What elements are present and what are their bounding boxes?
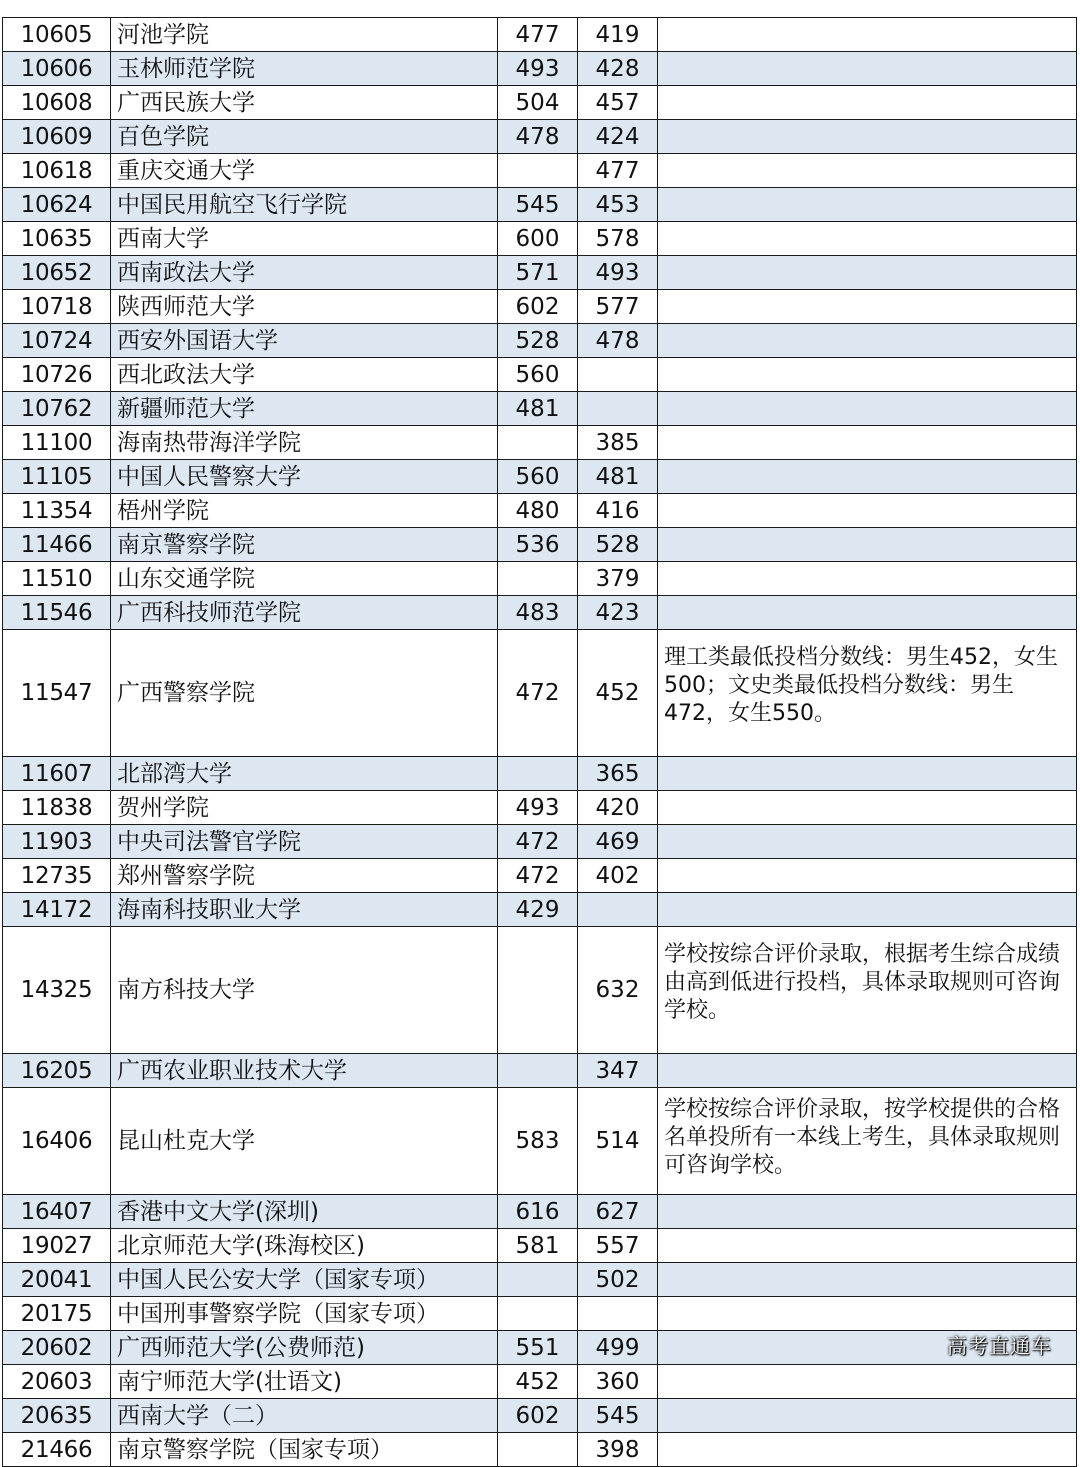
school-name-cell: 中国人民警察大学: [111, 460, 498, 494]
table-row: [3, 1331, 1077, 1365]
note-cell: [658, 290, 1077, 324]
code-cell: 21466: [3, 1433, 111, 1467]
school-name-cell: 南宁师范大学(壮语文): [111, 1365, 498, 1399]
score-cell-second: [578, 358, 658, 392]
table-row: [3, 1399, 1077, 1433]
score-cell-first: 480: [498, 494, 578, 528]
table-row: [3, 256, 1077, 290]
note-cell: [658, 1433, 1077, 1467]
note-cell: [658, 528, 1077, 562]
note-cell: [658, 893, 1077, 927]
code-cell: 16407: [3, 1195, 111, 1229]
table-row: [3, 1297, 1077, 1331]
code-cell: 16205: [3, 1054, 111, 1088]
code-cell: 10605: [3, 18, 111, 52]
note-cell: [658, 86, 1077, 120]
code-cell: 11903: [3, 825, 111, 859]
table-row: [3, 1433, 1077, 1467]
school-name-cell: 西南大学: [111, 222, 498, 256]
score-cell-first: [498, 1297, 578, 1331]
score-cell-first: 452: [498, 1365, 578, 1399]
table-row: [3, 120, 1077, 154]
score-cell-second: 379: [578, 562, 658, 596]
watermark-text: 高考直通车: [947, 1334, 1052, 1358]
score-cell-second: 469: [578, 825, 658, 859]
score-cell-first: 493: [498, 791, 578, 825]
table-row: [3, 1054, 1077, 1088]
table-row: [3, 52, 1077, 86]
note-cell: [658, 358, 1077, 392]
score-cell-first: 477: [498, 18, 578, 52]
code-cell: 20603: [3, 1365, 111, 1399]
table-row: [3, 290, 1077, 324]
note-cell: [658, 596, 1077, 630]
note-cell: [658, 426, 1077, 460]
school-name-cell: 南京警察学院（国家专项）: [111, 1433, 498, 1467]
school-name-cell: 百色学院: [111, 120, 498, 154]
score-cell-first: 602: [498, 1399, 578, 1433]
score-cell-second: 528: [578, 528, 658, 562]
school-name-cell: 中央司法警官学院: [111, 825, 498, 859]
score-cell-first: 616: [498, 1195, 578, 1229]
note-cell: [658, 1263, 1077, 1297]
code-cell: 11100: [3, 426, 111, 460]
table-row: [3, 324, 1077, 358]
table-row: [3, 859, 1077, 893]
score-cell-second: 424: [578, 120, 658, 154]
table-row: [3, 494, 1077, 528]
code-cell: 11546: [3, 596, 111, 630]
score-cell-second: 457: [578, 86, 658, 120]
score-cell-first: [498, 1433, 578, 1467]
table-row: [3, 562, 1077, 596]
note-cell: 学校按综合评价录取，按学校提供的合格名单投所有一本线上考生，具体录取规则可咨询学校。: [658, 1088, 1077, 1195]
code-cell: 10726: [3, 358, 111, 392]
score-cell-first: 560: [498, 358, 578, 392]
code-cell: 10652: [3, 256, 111, 290]
table-row: [3, 528, 1077, 562]
score-cell-second: 632: [578, 927, 658, 1054]
score-cell-first: 560: [498, 460, 578, 494]
code-cell: 11838: [3, 791, 111, 825]
note-cell: [658, 1365, 1077, 1399]
score-cell-first: 583: [498, 1088, 578, 1195]
school-name-cell: 中国民用航空飞行学院: [111, 188, 498, 222]
code-cell: 14325: [3, 927, 111, 1054]
school-name-cell: 中国人民公安大学（国家专项）: [111, 1263, 498, 1297]
note-cell: [658, 1054, 1077, 1088]
table-row: [3, 188, 1077, 222]
score-cell-first: 581: [498, 1229, 578, 1263]
note-cell: [658, 52, 1077, 86]
score-cell-first: 429: [498, 893, 578, 927]
code-cell: 10724: [3, 324, 111, 358]
code-cell: 11547: [3, 630, 111, 757]
score-cell-second: 478: [578, 324, 658, 358]
score-cell-first: 504: [498, 86, 578, 120]
table-row: [3, 460, 1077, 494]
school-name-cell: 南方科技大学: [111, 927, 498, 1054]
score-cell-first: 472: [498, 825, 578, 859]
table-row: [3, 1263, 1077, 1297]
score-cell-second: 545: [578, 1399, 658, 1433]
score-cell-second: 419: [578, 18, 658, 52]
table-row: [3, 1088, 1077, 1195]
score-cell-second: 477: [578, 154, 658, 188]
school-name-cell: 贺州学院: [111, 791, 498, 825]
note-cell: [658, 154, 1077, 188]
school-name-cell: 海南科技职业大学: [111, 893, 498, 927]
table-row: [3, 630, 1077, 757]
score-cell-first: 528: [498, 324, 578, 358]
code-cell: 12735: [3, 859, 111, 893]
code-cell: 20041: [3, 1263, 111, 1297]
score-cell-first: 536: [498, 528, 578, 562]
table-row: [3, 222, 1077, 256]
school-name-cell: 郑州警察学院: [111, 859, 498, 893]
school-name-cell: 广西科技师范学院: [111, 596, 498, 630]
school-name-cell: 广西农业职业技术大学: [111, 1054, 498, 1088]
note-cell: [658, 392, 1077, 426]
score-cell-second: [578, 392, 658, 426]
note-cell: [658, 1229, 1077, 1263]
table-row: [3, 927, 1077, 1054]
code-cell: 11607: [3, 757, 111, 791]
score-cell-first: 493: [498, 52, 578, 86]
code-cell: 11354: [3, 494, 111, 528]
score-cell-second: 365: [578, 757, 658, 791]
table-row: [3, 596, 1077, 630]
school-name-cell: 西南政法大学: [111, 256, 498, 290]
table-row: [3, 426, 1077, 460]
code-cell: 20175: [3, 1297, 111, 1331]
score-cell-second: 420: [578, 791, 658, 825]
score-cell-second: 347: [578, 1054, 658, 1088]
note-cell: [658, 460, 1077, 494]
score-cell-first: 600: [498, 222, 578, 256]
school-name-cell: 玉林师范学院: [111, 52, 498, 86]
code-cell: 20602: [3, 1331, 111, 1365]
note-cell: [658, 494, 1077, 528]
code-cell: 10718: [3, 290, 111, 324]
score-cell-second: 423: [578, 596, 658, 630]
note-cell: [658, 324, 1077, 358]
score-cell-first: 478: [498, 120, 578, 154]
code-cell: 11510: [3, 562, 111, 596]
table-row: [3, 358, 1077, 392]
score-cell-first: 472: [498, 859, 578, 893]
score-cell-first: [498, 927, 578, 1054]
school-name-cell: 北部湾大学: [111, 757, 498, 791]
table-row: [3, 18, 1077, 52]
school-name-cell: 香港中文大学(深圳): [111, 1195, 498, 1229]
score-cell-first: 545: [498, 188, 578, 222]
code-cell: 10618: [3, 154, 111, 188]
table-row: [3, 757, 1077, 791]
school-name-cell: 南京警察学院: [111, 528, 498, 562]
school-name-cell: 西南大学（二）: [111, 1399, 498, 1433]
score-cell-first: 551: [498, 1331, 578, 1365]
school-name-cell: 新疆师范大学: [111, 392, 498, 426]
table-row: [3, 825, 1077, 859]
table-row: [3, 392, 1077, 426]
score-cell-second: 499: [578, 1331, 658, 1365]
school-name-cell: 北京师范大学(珠海校区): [111, 1229, 498, 1263]
note-cell: [658, 256, 1077, 290]
score-cell-first: 481: [498, 392, 578, 426]
note-cell: [658, 120, 1077, 154]
score-cell-second: 453: [578, 188, 658, 222]
score-cell-first: 602: [498, 290, 578, 324]
code-cell: 10762: [3, 392, 111, 426]
school-name-cell: 西北政法大学: [111, 358, 498, 392]
table-row: [3, 1229, 1077, 1263]
note-cell: [658, 562, 1077, 596]
code-cell: 11105: [3, 460, 111, 494]
score-cell-second: 578: [578, 222, 658, 256]
note-cell: [658, 188, 1077, 222]
code-cell: 16406: [3, 1088, 111, 1195]
school-name-cell: 海南热带海洋学院: [111, 426, 498, 460]
school-name-cell: 昆山杜克大学: [111, 1088, 498, 1195]
score-cell-second: [578, 893, 658, 927]
school-name-cell: 河池学院: [111, 18, 498, 52]
school-name-cell: 广西师范大学(公费师范): [111, 1331, 498, 1365]
score-cell-second: 360: [578, 1365, 658, 1399]
score-cell-second: 452: [578, 630, 658, 757]
score-cell-second: 514: [578, 1088, 658, 1195]
note-cell: 学校按综合评价录取，根据考生综合成绩由高到低进行投档，具体录取规则可咨询学校。: [658, 927, 1077, 1054]
school-name-cell: 广西警察学院: [111, 630, 498, 757]
school-name-cell: 西安外国语大学: [111, 324, 498, 358]
school-name-cell: 中国刑事警察学院（国家专项）: [111, 1297, 498, 1331]
code-cell: 10608: [3, 86, 111, 120]
note-cell: [658, 1195, 1077, 1229]
admission-score-table: [2, 17, 1077, 1467]
code-cell: 10624: [3, 188, 111, 222]
code-cell: 10635: [3, 222, 111, 256]
school-name-cell: 广西民族大学: [111, 86, 498, 120]
note-cell: [658, 1297, 1077, 1331]
score-cell-first: [498, 757, 578, 791]
score-cell-first: 571: [498, 256, 578, 290]
score-cell-second: [578, 1297, 658, 1331]
score-cell-first: [498, 426, 578, 460]
score-cell-second: 493: [578, 256, 658, 290]
note-cell: 理工类最低投档分数线：男生452，女生500；文史类最低投档分数线：男生472，女生550。: [658, 630, 1077, 757]
score-cell-first: 472: [498, 630, 578, 757]
note-cell: [658, 1399, 1077, 1433]
table-row: [3, 791, 1077, 825]
table-row: [3, 86, 1077, 120]
score-cell-second: 577: [578, 290, 658, 324]
code-cell: 14172: [3, 893, 111, 927]
note-cell: [658, 825, 1077, 859]
score-cell-first: [498, 1054, 578, 1088]
code-cell: 20635: [3, 1399, 111, 1433]
note-cell: [658, 859, 1077, 893]
score-cell-second: 385: [578, 426, 658, 460]
score-cell-second: 428: [578, 52, 658, 86]
table-body: [3, 18, 1077, 1467]
school-name-cell: 重庆交通大学: [111, 154, 498, 188]
note-cell: [658, 757, 1077, 791]
code-cell: 11466: [3, 528, 111, 562]
code-cell: 19027: [3, 1229, 111, 1263]
score-cell-second: 398: [578, 1433, 658, 1467]
score-cell-second: 557: [578, 1229, 658, 1263]
note-cell: [658, 222, 1077, 256]
note-cell: [658, 791, 1077, 825]
score-cell-second: 481: [578, 460, 658, 494]
table-row: [3, 154, 1077, 188]
score-cell-first: 483: [498, 596, 578, 630]
code-cell: 10606: [3, 52, 111, 86]
code-cell: 10609: [3, 120, 111, 154]
table-row: [3, 1365, 1077, 1399]
score-cell-second: 402: [578, 859, 658, 893]
school-name-cell: 陕西师范大学: [111, 290, 498, 324]
note-cell: [658, 18, 1077, 52]
score-cell-second: 416: [578, 494, 658, 528]
score-cell-first: [498, 1263, 578, 1297]
score-cell-second: 502: [578, 1263, 658, 1297]
score-cell-second: 627: [578, 1195, 658, 1229]
score-cell-first: [498, 562, 578, 596]
table-row: [3, 893, 1077, 927]
table-row: [3, 1195, 1077, 1229]
school-name-cell: 梧州学院: [111, 494, 498, 528]
score-cell-first: [498, 154, 578, 188]
school-name-cell: 山东交通学院: [111, 562, 498, 596]
